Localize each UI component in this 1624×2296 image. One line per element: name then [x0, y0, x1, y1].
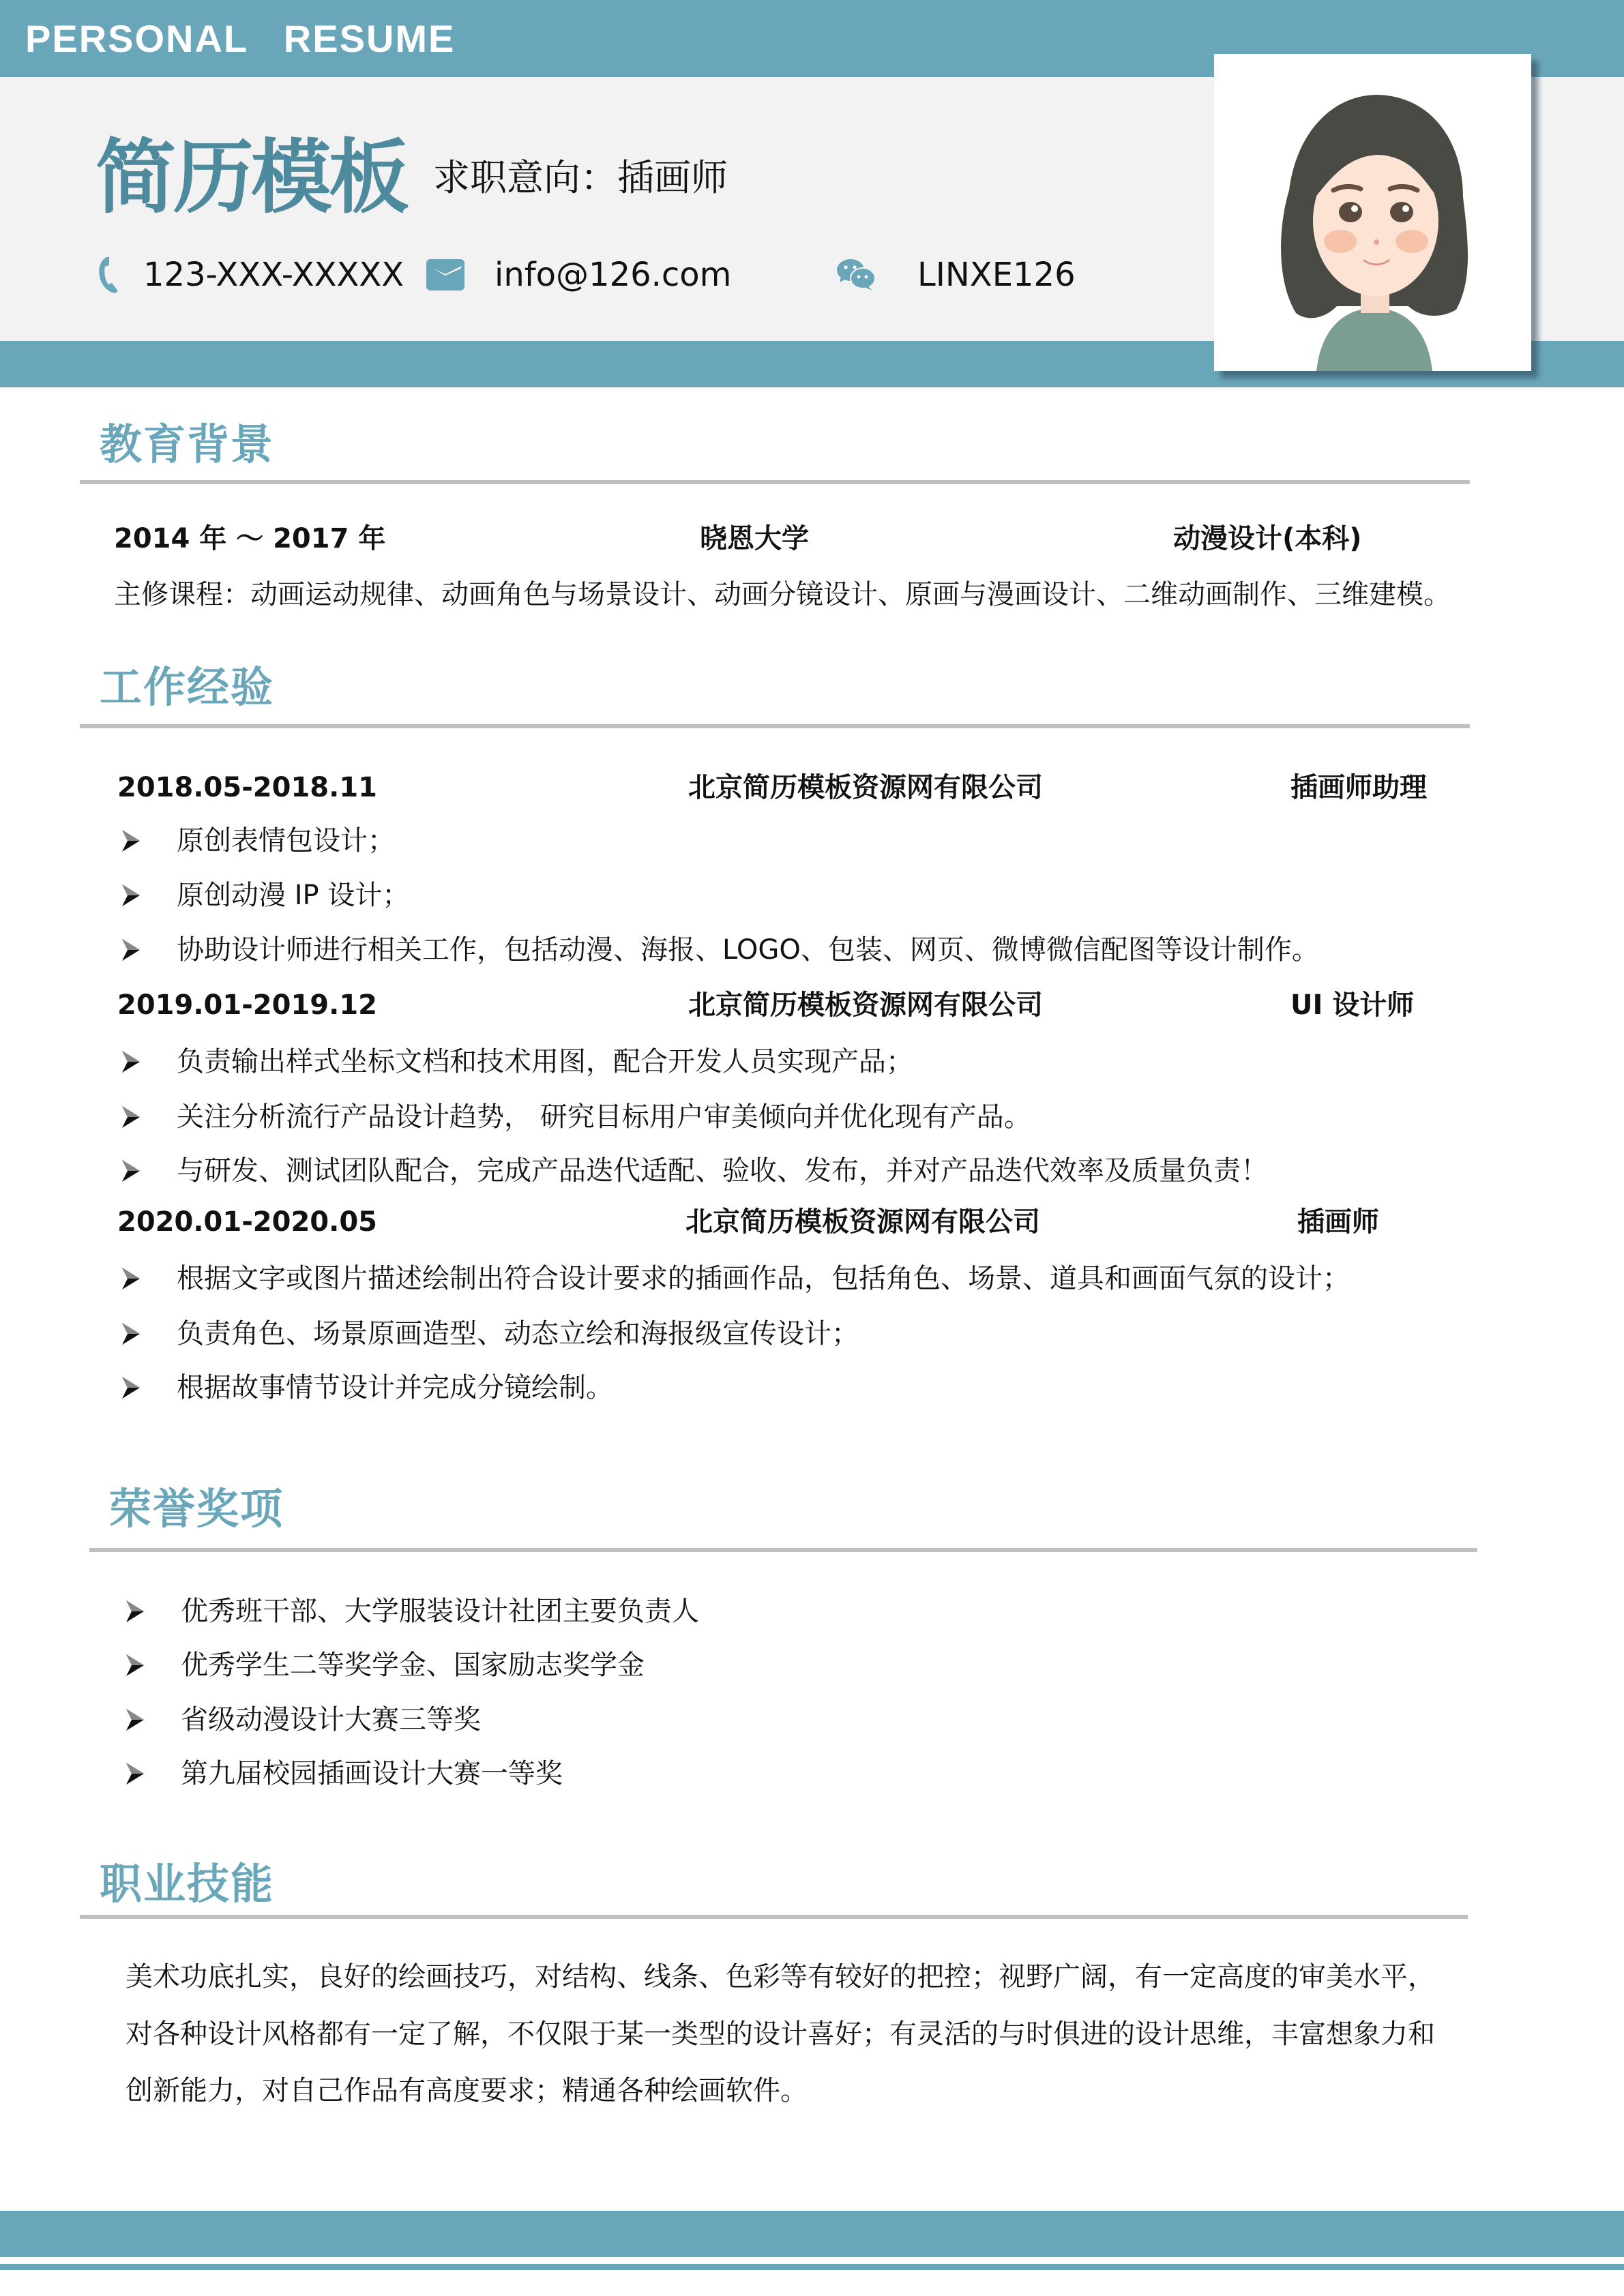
list-item: 原创表情包设计；: [121, 824, 395, 858]
arrow-bullet-icon: [121, 938, 141, 962]
list-item: 省级动漫设计大赛三等奖: [125, 1703, 481, 1737]
arrow-bullet-icon: [121, 829, 141, 853]
job-period: 2020.01-2020.05: [117, 1206, 377, 1238]
footer-rule: [0, 2264, 1624, 2270]
list-item: 与研发、测试团队配合，完成产品迭代适配、验收、发布，并对产品迭代效率及质量负责！: [121, 1154, 1268, 1188]
email-address: info@126.com: [494, 256, 732, 294]
list-item: 根据文字或图片描述绘制出符合设计要求的插画作品，包括角色、场景、道具和画面气氛的设计；: [121, 1262, 1350, 1296]
phone-icon: [94, 260, 124, 290]
skills-line: 对各种设计风格都有一定了解，不仅限于某一类型的设计喜好；有灵活的与时俱进的设计思维，丰富想象力和: [126, 2018, 1435, 2050]
section-divider: [80, 480, 1470, 484]
list-item: 关注分析流行产品设计趋势， 研究目标用户审美倾向并优化现有产品。: [121, 1100, 1031, 1134]
job-company: 北京简历模板资源网有限公司: [685, 1206, 1040, 1238]
banner-title: PERSONAL RESUME: [25, 17, 456, 60]
job-period: 2019.01-2019.12: [117, 989, 377, 1021]
list-item: 第九届校园插画设计大赛一等奖: [125, 1757, 563, 1791]
list-item: 根据故事情节设计并完成分镜绘制。: [121, 1371, 613, 1405]
job-position: 插画师: [1297, 1206, 1379, 1238]
job-period: 2018.05-2018.11: [117, 772, 377, 803]
job-intent: 求职意向：插画师: [433, 156, 728, 199]
education-period: 2014 年 ～ 2017 年: [114, 523, 386, 554]
job-company: 北京简历模板资源网有限公司: [688, 772, 1043, 803]
arrow-bullet-icon: [121, 1105, 141, 1129]
envelope-icon: [426, 260, 464, 290]
job-position: UI 设计师: [1290, 989, 1415, 1021]
wechat-id: LINXE126: [917, 256, 1076, 294]
arrow-bullet-icon: [125, 1761, 145, 1786]
education-major: 动漫设计(本科): [1173, 523, 1362, 554]
arrow-bullet-icon: [121, 1375, 141, 1400]
arrow-bullet-icon: [125, 1708, 145, 1732]
list-item: 负责角色、场景原画造型、动态立绘和海报级宣传设计；: [121, 1317, 859, 1351]
arrow-bullet-icon: [121, 1159, 141, 1183]
arrow-bullet-icon: [121, 1322, 141, 1346]
section-title-honors: 荣誉奖项: [109, 1484, 284, 1534]
education-school: 晓恩大学: [700, 523, 809, 554]
list-item: 优秀班干部、大学服装设计社团主要负责人: [125, 1594, 699, 1628]
skills-line: 创新能力，对自己作品有高度要求；精通各种绘画软件。: [126, 2075, 808, 2106]
list-item: 负责输出样式坐标文档和技术用图，配合开发人员实现产品；: [121, 1045, 913, 1079]
arrow-bullet-icon: [125, 1599, 145, 1624]
arrow-bullet-icon: [121, 1266, 141, 1291]
footer-band: [0, 2211, 1624, 2257]
skills-line: 美术功底扎实，良好的绘画技巧，对结构、线条、色彩等有较好的把控；视野广阔，有一定高度的审美水平，: [126, 1961, 1435, 1993]
list-item: 优秀学生二等奖学金、国家励志奖学金: [125, 1648, 645, 1682]
phone-number: 123-XXX-XXXXX: [143, 256, 404, 294]
contact-wechat: [836, 251, 1076, 299]
arrow-bullet-icon: [121, 883, 141, 908]
list-item: 协助设计师进行相关工作，包括动漫、海报、LOGO、包装、网页、微博微信配图等设计制作。: [121, 933, 1319, 967]
section-title-education: 教育背景: [100, 419, 275, 469]
education-courses: 主修课程：动画运动规律、动画角色与场景设计、动画分镜设计、原画与漫画设计、二维动画制作、三维建模。: [114, 579, 1451, 610]
section-divider: [80, 1915, 1468, 1919]
resume-name: 简历模板: [95, 130, 407, 224]
arrow-bullet-icon: [125, 1653, 145, 1678]
arrow-bullet-icon: [121, 1049, 141, 1074]
job-position: 插画师助理: [1290, 772, 1427, 803]
profile-photo: [1214, 54, 1531, 371]
list-item: 原创动漫 IP 设计；: [121, 878, 409, 912]
section-title-skills: 职业技能: [100, 1859, 275, 1909]
wechat-icon: [836, 260, 876, 290]
avatar-illustration: [1214, 54, 1531, 371]
contact-phone: [94, 251, 404, 299]
section-title-work: 工作经验: [100, 662, 275, 712]
section-divider: [80, 724, 1470, 728]
contact-email: [426, 251, 731, 299]
job-company: 北京简历模板资源网有限公司: [688, 989, 1043, 1021]
section-divider: [89, 1548, 1477, 1552]
